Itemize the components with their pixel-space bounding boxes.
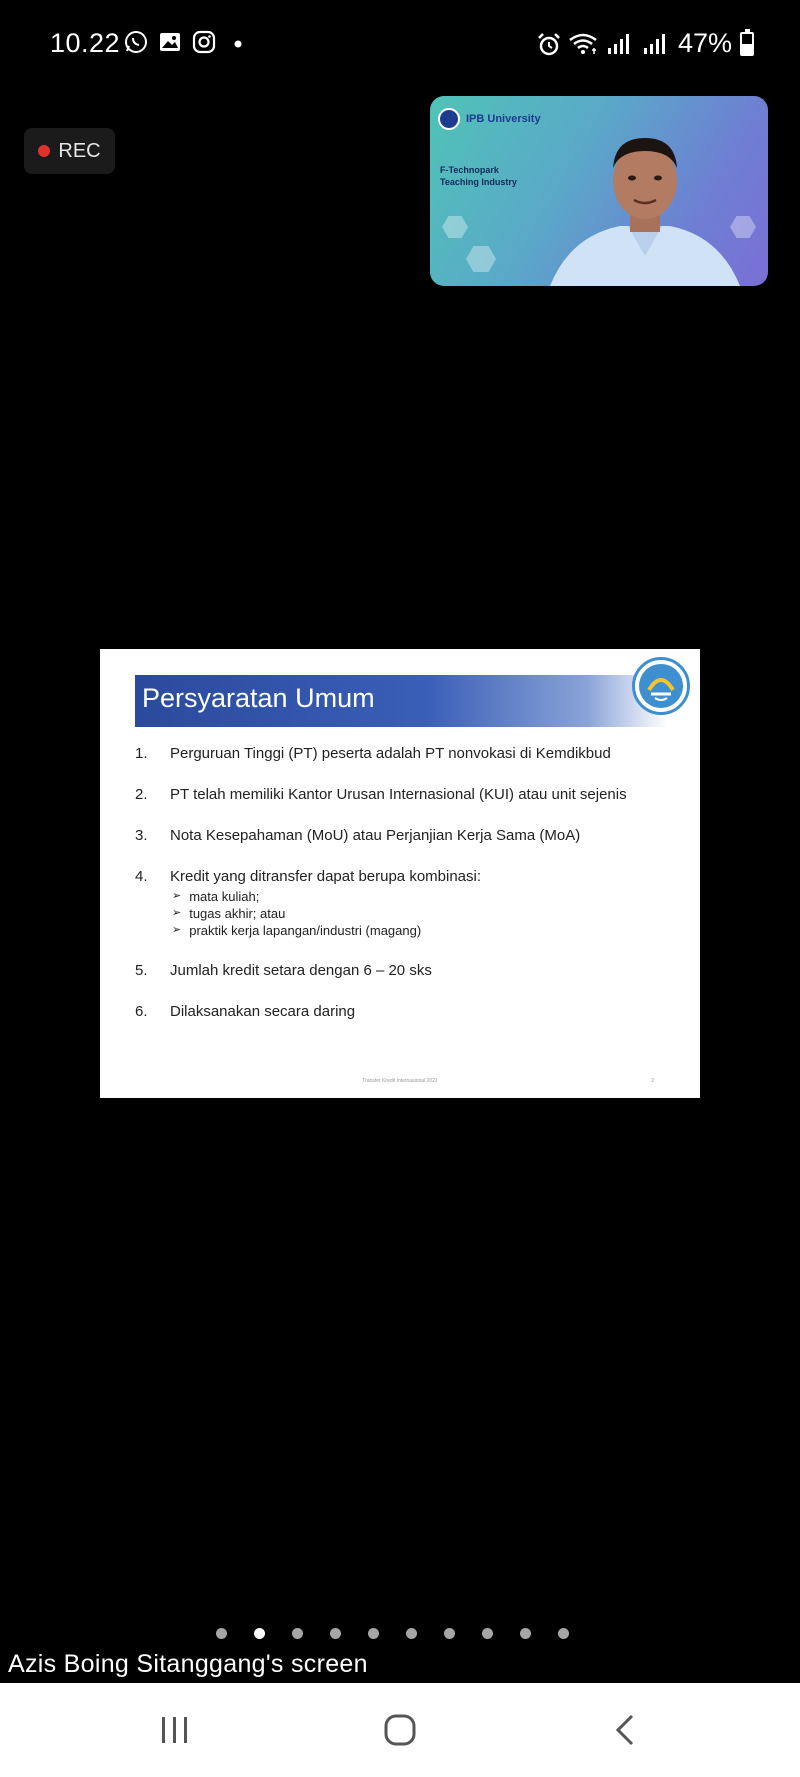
alarm-icon — [536, 32, 560, 56]
sub-list-item — [170, 888, 675, 905]
list-item-text: Nota Kesepahaman (MoU) atau Perjanjian Kerja Sama (MoA) — [170, 827, 581, 844]
gallery-icon — [158, 30, 182, 54]
battery-icon — [740, 32, 754, 56]
hexagon-decoration — [442, 216, 468, 238]
page-dot[interactable] — [482, 1628, 493, 1639]
status-left-icons — [124, 30, 250, 54]
screen-share-label: Azis Boing Sitanggang's screen — [8, 1650, 368, 1678]
page-dot[interactable] — [558, 1628, 569, 1639]
video-subtitle-line1: F-Technopark — [440, 165, 499, 175]
status-bar — [0, 0, 800, 90]
page-dot[interactable] — [520, 1628, 531, 1639]
battery-fill — [742, 44, 752, 53]
kemdikbud-logo — [632, 657, 690, 715]
slide-footer: Transfer Kredit Internasional 2021 — [362, 1078, 438, 1084]
sub-list-item-text: praktik kerja lapangan/industri (magang) — [189, 923, 422, 938]
ipb-emblem-icon — [438, 108, 460, 130]
page-dot[interactable] — [216, 1628, 227, 1639]
arrow-bullet-icon: ➢ — [172, 907, 182, 919]
list-item-text: Dilaksanakan secara daring — [170, 1003, 356, 1020]
signal-icon — [642, 32, 670, 56]
sub-list — [170, 888, 675, 939]
list-item — [135, 826, 675, 845]
recording-indicator[interactable] — [24, 128, 115, 174]
list-item — [135, 1002, 675, 1021]
list-item — [135, 867, 675, 939]
requirements-list — [135, 744, 675, 1043]
status-right-icons — [536, 28, 754, 59]
home-button[interactable] — [375, 1707, 425, 1753]
page-dot[interactable] — [292, 1628, 303, 1639]
ipb-brand-text: IPB University — [466, 113, 541, 125]
slide-page-number: 2 — [651, 1078, 654, 1084]
list-item-number: 2. — [135, 786, 148, 803]
battery-percent: 47% — [677, 28, 732, 58]
list-item — [135, 785, 675, 804]
page-dot[interactable] — [368, 1628, 379, 1639]
recents-button[interactable] — [150, 1707, 200, 1753]
navigation-bar — [0, 1683, 800, 1777]
signal-icon — [606, 32, 634, 56]
recording-label: REC — [58, 139, 101, 162]
page-indicator[interactable] — [216, 1628, 569, 1639]
list-item-text: Perguruan Tinggi (PT) peserta adalah PT nonvokasi di Kemdikbud — [170, 745, 611, 762]
sub-list-item — [170, 905, 675, 922]
back-icon — [612, 1712, 638, 1748]
list-item-body — [170, 867, 675, 939]
sub-list-item — [170, 922, 675, 939]
recents-icon — [158, 1715, 192, 1745]
notification-dot-icon — [226, 30, 250, 54]
list-item-text: Kredit yang ditransfer dapat berupa kombinasi: — [170, 868, 482, 885]
back-button[interactable] — [600, 1707, 650, 1753]
speaker-avatar — [510, 96, 768, 286]
home-icon — [382, 1712, 418, 1748]
list-item — [135, 961, 675, 980]
page-dot[interactable] — [406, 1628, 417, 1639]
instagram-icon — [192, 30, 216, 54]
whatsapp-icon — [124, 30, 148, 54]
video-subtitle-line2: Teaching Industry — [440, 177, 517, 187]
video-subtitle — [440, 164, 517, 188]
status-time: 10.22 — [50, 28, 121, 58]
list-item-text: PT telah memiliki Kantor Urusan Internasional (KUI) atau unit sejenis — [170, 786, 627, 803]
hexagon-decoration — [466, 246, 496, 272]
arrow-bullet-icon: ➢ — [172, 890, 182, 902]
page-dot[interactable] — [254, 1628, 265, 1639]
record-dot-icon — [38, 145, 50, 157]
list-item-number: 5. — [135, 962, 148, 979]
page-dot[interactable] — [444, 1628, 455, 1639]
wifi-icon — [568, 32, 598, 56]
sub-list-item-text: mata kuliah; — [189, 889, 260, 904]
sub-list-item-text: tugas akhir; atau — [189, 906, 286, 921]
list-item-number: 1. — [135, 745, 148, 762]
list-item — [135, 744, 675, 763]
list-item-number: 6. — [135, 1003, 148, 1020]
participant-video-tile[interactable] — [430, 96, 768, 286]
list-item-number: 3. — [135, 827, 148, 844]
list-item-number: 4. — [135, 868, 148, 885]
list-item-text: Jumlah kredit setara dengan 6 – 20 sks — [170, 962, 432, 979]
slide-title: Persyaratan Umum — [142, 683, 375, 713]
arrow-bullet-icon: ➢ — [172, 924, 182, 936]
page-dot[interactable] — [330, 1628, 341, 1639]
shared-slide — [100, 649, 700, 1098]
